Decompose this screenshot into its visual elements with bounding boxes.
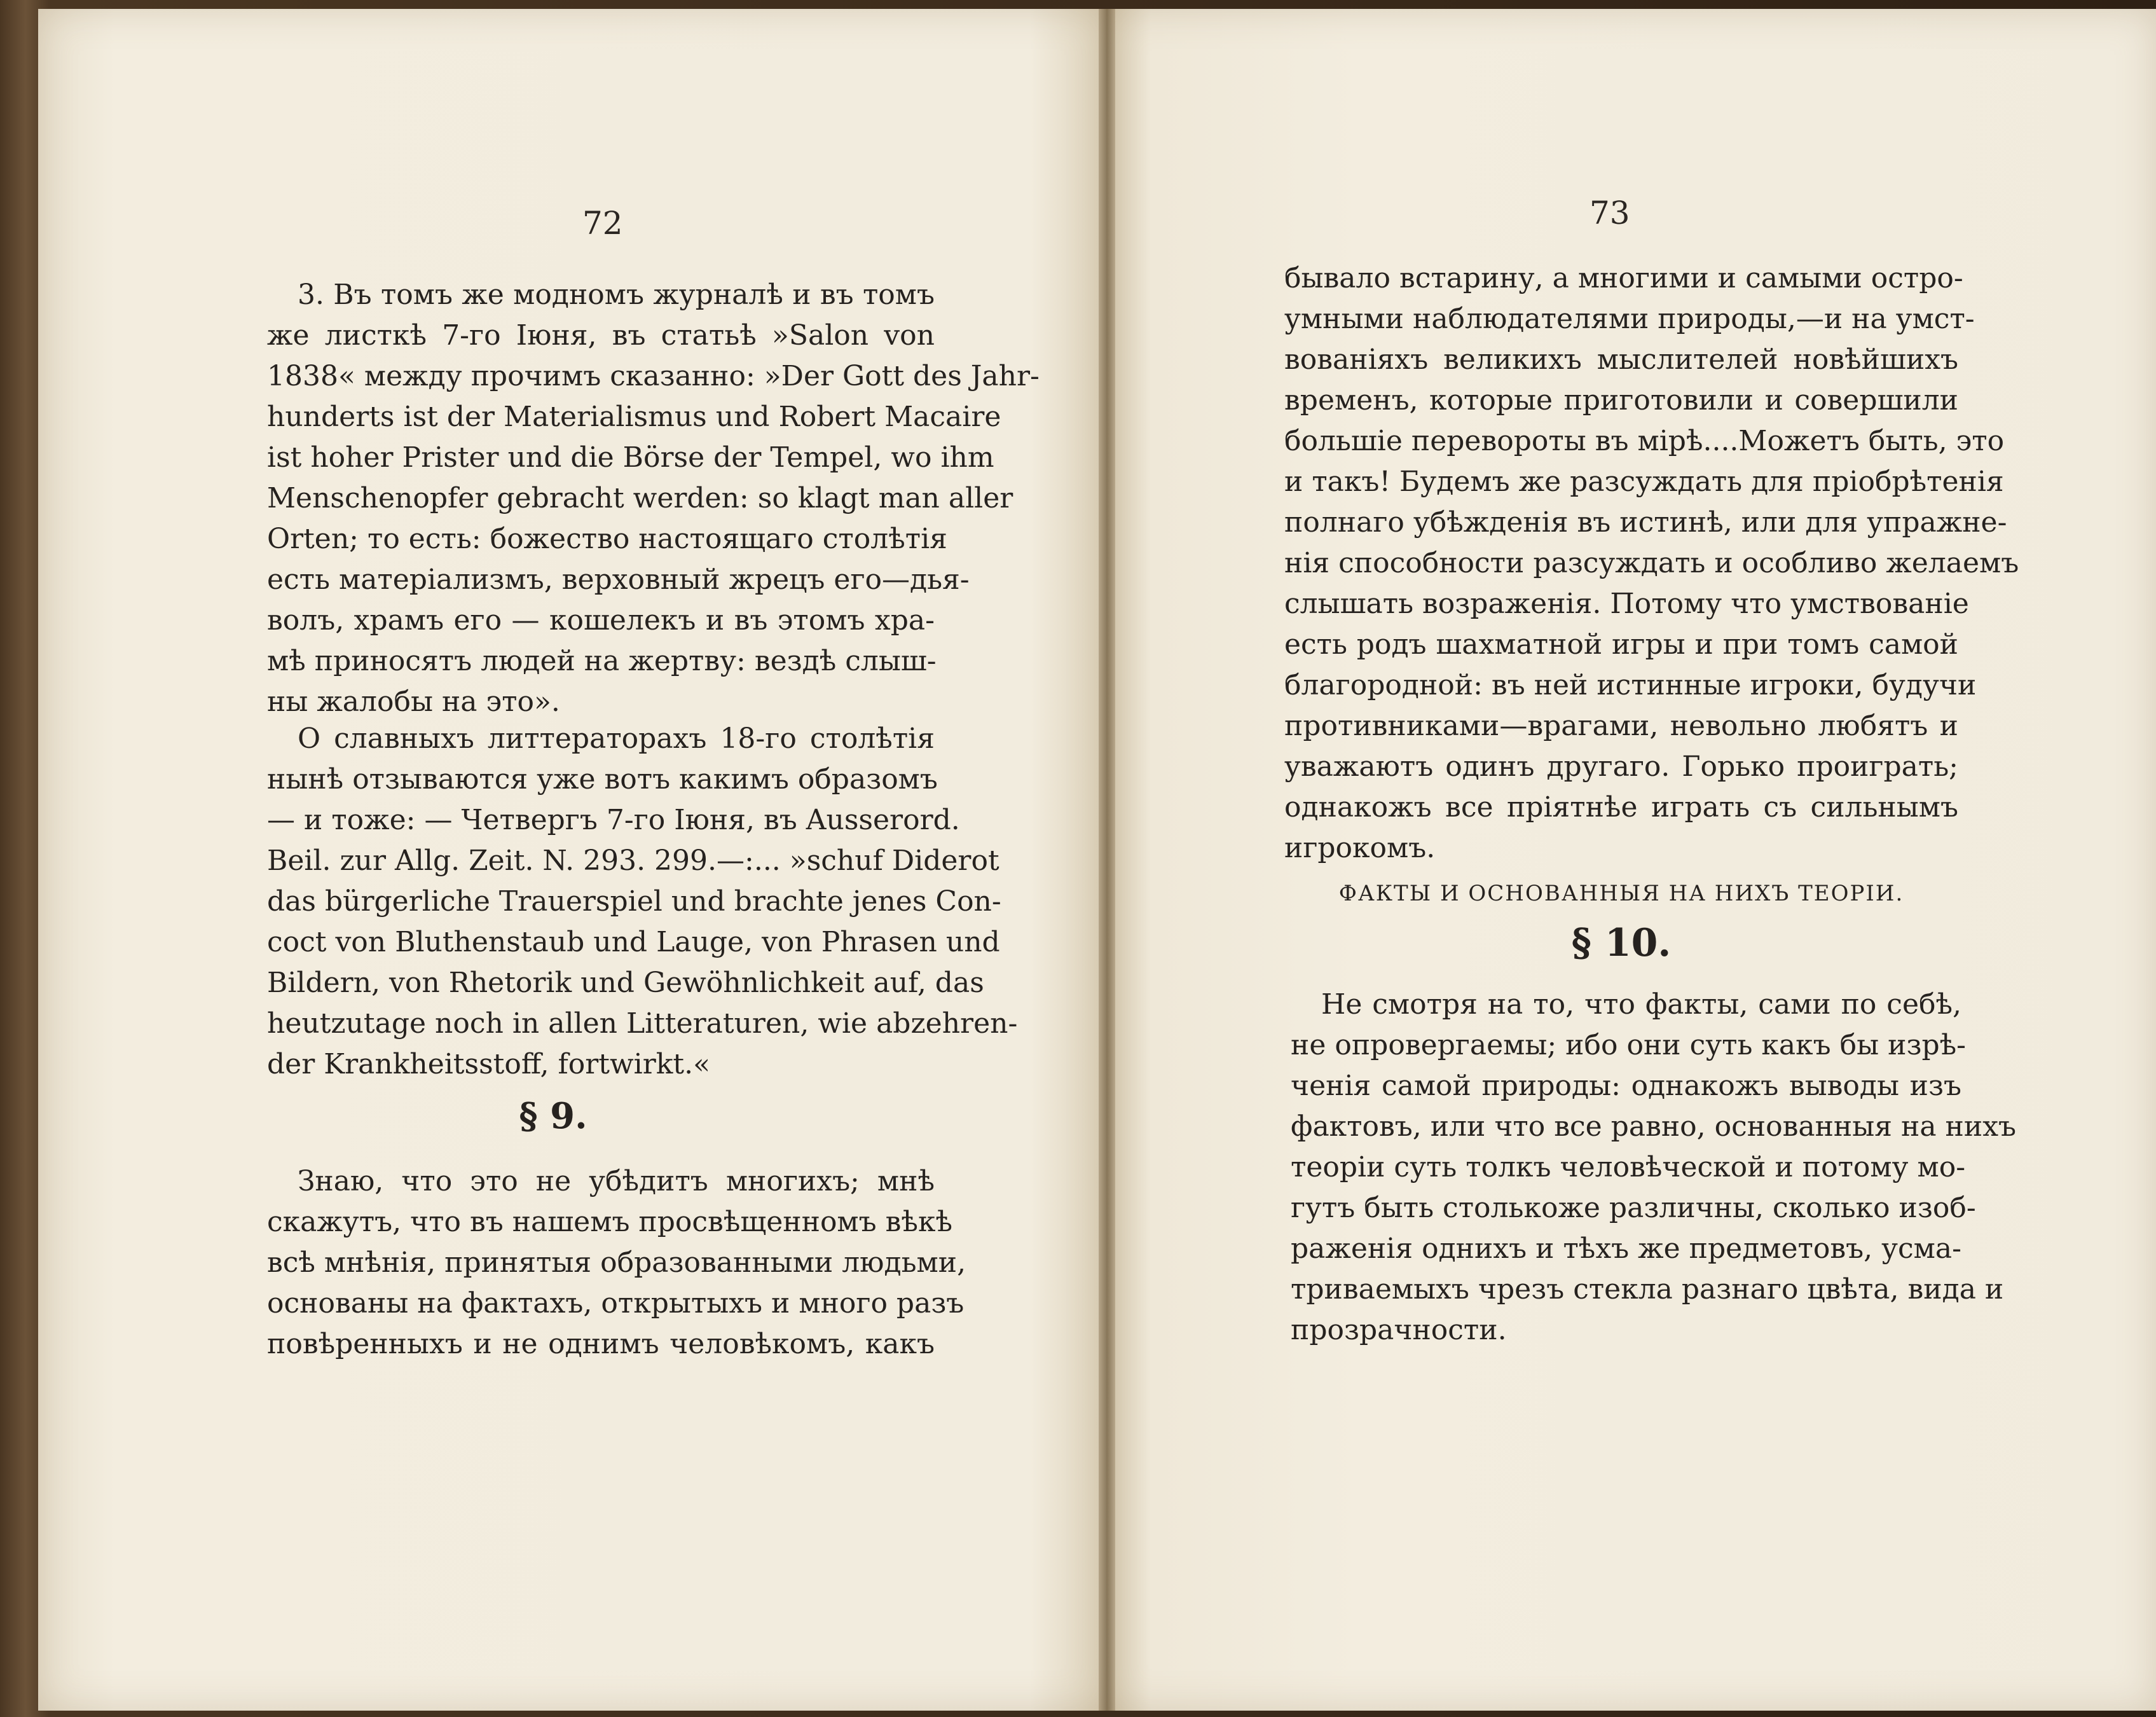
text-line: Menschenopfer gebracht werden: so klagt man aller bbox=[267, 482, 1013, 514]
text-line: 1838« между прочимъ сказанно: »Der Gott des Jahr- bbox=[267, 360, 1040, 392]
section-heading-9: § 9. bbox=[519, 1095, 587, 1137]
text-line: мѣ приносятъ людей на жертву: вездѣ слыш- bbox=[267, 645, 937, 677]
text-line: однакожъ все пріятнѣе играть съ сильнымъ bbox=[1284, 791, 1958, 824]
text-line: Не смотря на то, что факты, сами по себѣ, bbox=[1321, 988, 1961, 1021]
text-line: и такъ! Будемъ же разсуждать для пріобрѣтенія bbox=[1284, 465, 2004, 498]
right-paragraph-2 bbox=[1291, 984, 2017, 1351]
left-paragraph-2 bbox=[267, 719, 1018, 1085]
chapter-heading: ФАКТЫ И ОСНОВАННЫЯ НА НИХЪ ТЕОРІИ. bbox=[1338, 881, 1904, 906]
text-line: всѣ мнѣнія, принятыя образованными людьми, bbox=[267, 1246, 966, 1279]
text-line: das bürgerliche Trauerspiel und brachte jenes Con- bbox=[267, 885, 1001, 918]
text-line: О славныхъ литтераторахъ 18-го столѣтія bbox=[298, 722, 935, 755]
text-line: же листкѣ 7-го Іюня, въ статьѣ »Salon von bbox=[267, 319, 935, 352]
text-line: не опровергаемы; ибо они суть какъ бы изрѣ- bbox=[1291, 1029, 1967, 1061]
text-line: раженія однихъ и тѣхъ же предметовъ, усма- bbox=[1291, 1232, 1961, 1265]
text-line: есть матеріализмъ, верховный жрецъ его—дья- bbox=[267, 563, 970, 596]
text-line: умными наблюдателями природы,—и на умст- bbox=[1284, 303, 1975, 335]
text-line: благородной: въ ней истинные игроки, будучи bbox=[1284, 669, 1977, 701]
right-page-number: 73 bbox=[1590, 195, 1630, 231]
text-line: триваемыхъ чрезъ стекла разнаго цвѣта, вида и bbox=[1291, 1273, 2004, 1306]
text-line: heutzutage noch in allen Litteraturen, wie abzehren- bbox=[267, 1007, 1018, 1040]
text-line: нынѣ отзываются уже вотъ какимъ образомъ bbox=[267, 763, 938, 796]
section-heading-10: § 10. bbox=[1571, 921, 1672, 965]
text-line: скажутъ, что въ нашемъ просвѣщенномъ вѣкѣ bbox=[267, 1206, 952, 1238]
text-line: бывало встарину, а многими и самыми остро- bbox=[1284, 262, 1963, 294]
text-line: слышать возраженія. Потому что умствованіе bbox=[1284, 588, 1969, 620]
text-line: Beil. zur Allg. Zeit. N. 293. 299.—:... »schuf Diderot bbox=[267, 845, 999, 877]
left-page-number: 72 bbox=[582, 205, 623, 242]
text-line: hunderts ist der Materialismus und Robert Macaire bbox=[267, 401, 1001, 433]
text-line: вованіяхъ великихъ мыслителей новѣйшихъ bbox=[1284, 343, 1958, 376]
text-line: основаны на фактахъ, открытыхъ и много разъ bbox=[267, 1287, 965, 1320]
text-line: Знаю, что это не убѣдитъ многихъ; мнѣ bbox=[298, 1165, 935, 1197]
text-line: волъ, храмъ его — кошелекъ и въ этомъ хра- bbox=[267, 604, 935, 637]
text-line: большіе перевороты въ мірѣ....Можетъ быть, это bbox=[1284, 425, 2005, 457]
text-line: есть родъ шахматной игры и при томъ самой bbox=[1284, 628, 1958, 661]
text-line: уважаютъ одинъ другаго. Горько проиграть; bbox=[1284, 750, 1958, 783]
text-line: противниками—врагами, невольно любятъ и bbox=[1284, 710, 1958, 742]
book-gutter bbox=[1099, 9, 1115, 1711]
text-line: der Krankheitsstoff, fortwirkt.« bbox=[267, 1048, 710, 1080]
text-line: полнаго убѣжденія въ истинѣ, или для упражне- bbox=[1284, 506, 2007, 539]
text-line: ist hoher Prister und die Börse der Tempel, wo ihm bbox=[267, 441, 994, 474]
left-paragraph-3 bbox=[267, 1161, 966, 1365]
text-line: Orten; то есть: божество настоящаго столѣтія bbox=[267, 523, 947, 555]
text-line: гутъ быть столькоже различны, сколько изоб- bbox=[1291, 1192, 1976, 1224]
right-paragraph-1 bbox=[1284, 258, 2019, 869]
left-paragraph-1 bbox=[267, 275, 1040, 722]
text-line: coct von Bluthenstaub und Lauge, von Phrasen und bbox=[267, 926, 1000, 958]
text-line: 3. Въ томъ же модномъ журналѣ и въ томъ bbox=[298, 279, 935, 311]
text-line: повѣренныхъ и не однимъ человѣкомъ, какъ bbox=[267, 1328, 935, 1360]
text-line: прозрачности. bbox=[1291, 1314, 1507, 1346]
text-line: ченія самой природы: однакожъ выводы изъ bbox=[1291, 1070, 1961, 1102]
text-line: — и тоже: — Четвергъ 7-го Іюня, въ Ausserord. bbox=[267, 804, 960, 836]
text-line: нія способности разсуждать и особливо желаемъ bbox=[1284, 547, 2019, 579]
text-line: ны жалобы на это». bbox=[267, 686, 560, 718]
text-line: теоріи суть толкъ человѣческой и потому мо- bbox=[1291, 1151, 1966, 1183]
text-line: фактовъ, или что все равно, основанныя на нихъ bbox=[1291, 1110, 2017, 1143]
text-line: игрокомъ. bbox=[1284, 832, 1436, 864]
text-line: Bildern, von Rhetorik und Gewöhnlichkeit auf, das bbox=[267, 967, 984, 999]
text-line: временъ, которые приготовили и совершили bbox=[1284, 384, 1958, 417]
